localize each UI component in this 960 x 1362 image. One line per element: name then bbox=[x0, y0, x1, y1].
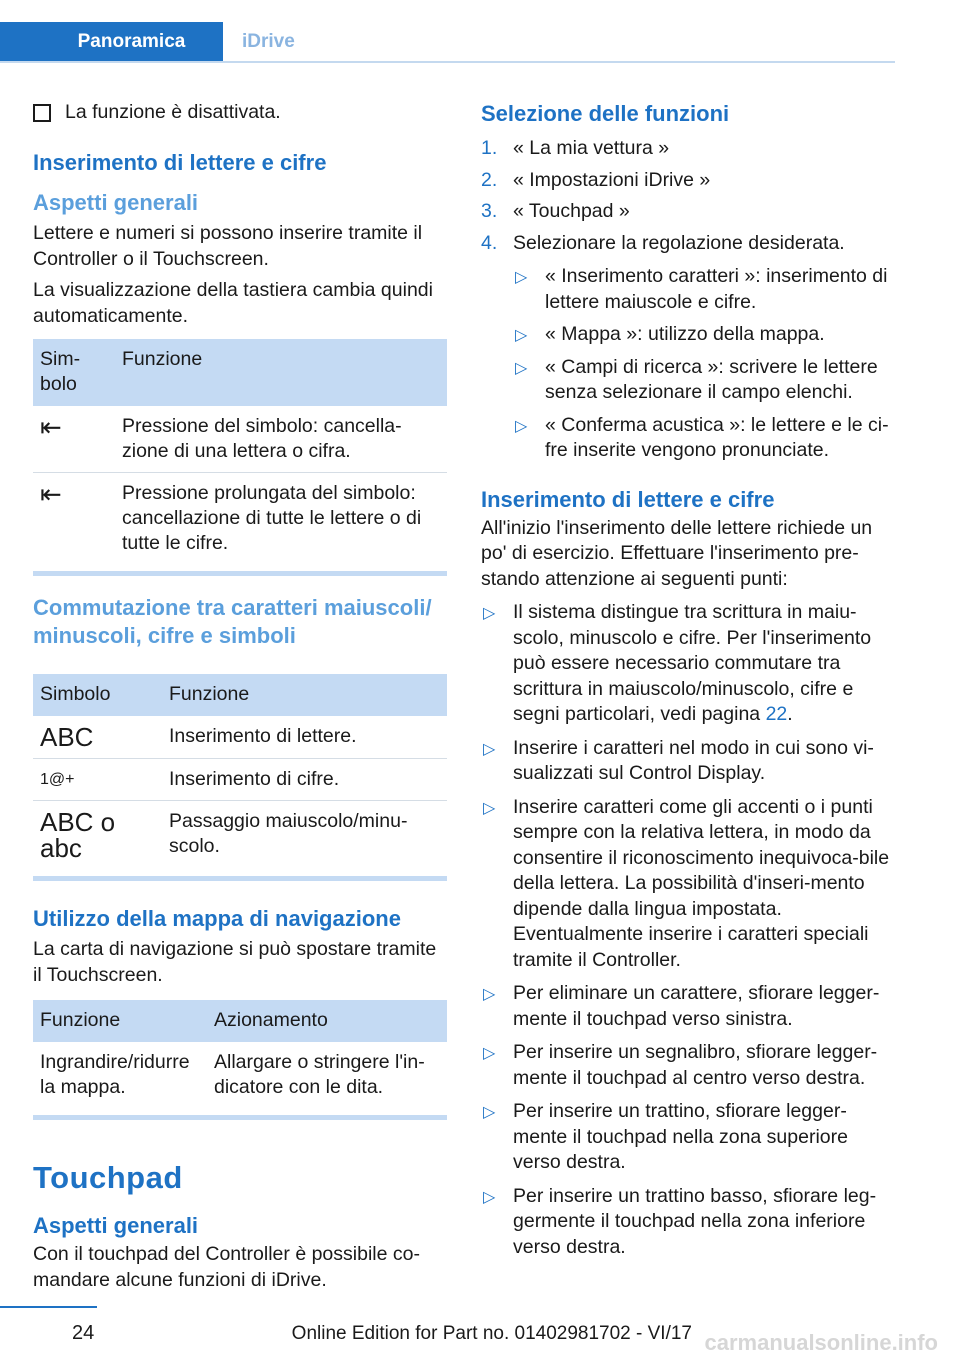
table-row bbox=[33, 759, 447, 801]
table2-header-function: Funzione bbox=[162, 674, 447, 716]
para-keyboard: La visualizzazione della tastiera cambia quindi automaticamente. bbox=[33, 279, 433, 327]
list-item: ▷ Per inserire un trattino, sfiorare legger-mente il touchpad nella zona superiore verso destra. bbox=[483, 1100, 848, 1173]
tab-panoramica[interactable]: Panoramica bbox=[0, 22, 223, 62]
triangle-bullet-icon: ▷ bbox=[483, 740, 496, 758]
list-item: 4. Selezionare la regolazione desiderata. bbox=[481, 231, 845, 254]
list-item: 1. « La mia vettura » bbox=[481, 137, 670, 159]
bullet-list bbox=[481, 600, 895, 1260]
table1-header-function: Funzione bbox=[115, 339, 447, 406]
triangle-bullet-icon: ▷ bbox=[515, 359, 528, 377]
page-number: 24 bbox=[72, 1322, 95, 1344]
table-cell: Ingrandire/ridurre la mappa. bbox=[40, 1051, 190, 1098]
triangle-bullet-icon: ▷ bbox=[483, 1104, 496, 1121]
table-end-bar bbox=[33, 1115, 447, 1120]
triangle-bullet-icon: ▷ bbox=[483, 605, 496, 622]
table-cell: Inserimento di lettere. bbox=[162, 716, 447, 759]
heading-general: Aspetti generali bbox=[33, 190, 199, 215]
table-row bbox=[33, 406, 447, 473]
list-item: 2. « Impostazioni iDrive » bbox=[481, 168, 711, 191]
triangle-bullet-icon: ▷ bbox=[483, 1045, 496, 1062]
triangle-bullet-icon: ▷ bbox=[515, 327, 528, 344]
table-row bbox=[33, 716, 447, 759]
header-tabs bbox=[0, 22, 895, 62]
table-end-bar bbox=[33, 876, 447, 881]
steps-list bbox=[481, 136, 895, 256]
list-item: ▷ Inserire i caratteri nel modo in cui sono vi-sualizzati sul Control Display. bbox=[483, 736, 874, 784]
table-cell: Pressione del simbolo: cancella-zione di una lettera o cifra. bbox=[115, 406, 447, 473]
list-item: ▷ Inserire caratteri come gli accenti o i punti sempre con la relativa lettera, in modo da consentire il riconoscimento inequivoca-bile della lettera. La possibilità d'inseri-mento dipende dalla lingua impostata. Eventualmente inserire i caratteri speciali tramite il Controller. bbox=[483, 795, 890, 971]
watermark-logo: carmanualsonline.info bbox=[704, 1330, 938, 1355]
para-touchpad: Con il touchpad del Controller è possibile co-mandare alcune funzioni di iDrive. bbox=[33, 1243, 420, 1291]
table-row bbox=[33, 801, 447, 870]
table-cell: Passaggio maiuscolo/minu-scolo. bbox=[169, 810, 408, 857]
heading-input: Inserimento di lettere e cifre bbox=[33, 150, 327, 175]
heading-input-2: Inserimento di lettere e cifre bbox=[481, 486, 775, 512]
digits-icon: 1@+ bbox=[33, 759, 162, 801]
deactivated-text: La funzione è disattivata. bbox=[65, 101, 281, 123]
list-item: ▷ Per eliminare un carattere, sfiorare legger-mente il touchpad verso sinistra. bbox=[483, 982, 880, 1030]
list-item: ▷ Per inserire un segnalibro, sfiorare legger-mente il touchpad al centro verso destra. bbox=[483, 1041, 878, 1089]
sub-bullet-list bbox=[513, 264, 895, 464]
deactivated-line bbox=[33, 100, 447, 125]
table-cell: Inserimento di cifre. bbox=[162, 759, 447, 801]
triangle-bullet-icon: ▷ bbox=[483, 799, 496, 817]
para-input-methods: Lettere e numeri si possono inserire tramite il Controller o il Touchscreen. bbox=[33, 222, 423, 270]
triangle-bullet-icon: ▷ bbox=[483, 1188, 496, 1206]
backspace-icon: ⇤ bbox=[33, 406, 115, 473]
table-end-bar bbox=[33, 571, 447, 576]
para-intro: All'inizio l'inserimento delle lettere richiede un po' di esercizio. Effettuare l'inserimento pre-stando attenzione ai seguenti punti: bbox=[481, 516, 873, 590]
table3-header-action: Azionamento bbox=[207, 1000, 447, 1042]
table-switch-symbols bbox=[33, 674, 447, 869]
heading-map: Utilizzo della mappa di navigazione bbox=[33, 906, 401, 931]
checkbox-icon bbox=[33, 104, 51, 122]
triangle-bullet-icon: ▷ bbox=[515, 269, 528, 286]
footer-line bbox=[0, 1306, 97, 1308]
tab-idrive[interactable]: iDrive bbox=[242, 31, 295, 52]
table-delete-symbols bbox=[33, 339, 447, 564]
table-cell: Allargare o stringere l'in-dicatore con le dita. bbox=[214, 1051, 425, 1098]
letters-icon: ABC bbox=[33, 716, 162, 759]
list-item: 3. « Touchpad » bbox=[481, 200, 630, 222]
case-toggle-icon: ABC o abc bbox=[40, 807, 116, 863]
right-column bbox=[481, 100, 895, 1266]
list-item: ▷ « Conferma acustica »: le lettere e le ci-fre inserite vengono pronunciate. bbox=[515, 413, 889, 461]
backspace-icon: ⇤ bbox=[40, 479, 62, 509]
page-link[interactable]: 22 bbox=[765, 703, 788, 725]
edition-text: Online Edition for Part no. 01402981702 - VI/17 bbox=[291, 1323, 692, 1344]
list-item: ▷ « Mappa »: utilizzo della mappa. bbox=[513, 322, 895, 348]
left-column bbox=[33, 100, 447, 1299]
tab-underline bbox=[0, 61, 895, 63]
table1-header-symbol: Sim-bolo bbox=[33, 339, 115, 406]
table-cell: Pressione prolungata del simbolo: cancellazione di tutte le lettere o di tutte le cifre. bbox=[122, 482, 422, 554]
list-item: ▷ « Campi di ricerca »: scrivere le lettere senza selezionare il campo elenchi. bbox=[515, 355, 878, 403]
heading-switch-case: Commutazione tra caratteri maiuscoli/ minuscoli, cifre e simboli bbox=[33, 595, 432, 648]
triangle-bullet-icon: ▷ bbox=[483, 986, 496, 1003]
triangle-bullet-icon: ▷ bbox=[515, 417, 528, 435]
para-map: La carta di navigazione si può spostare tramite il Touchscreen. bbox=[33, 938, 437, 986]
table-map bbox=[33, 1000, 447, 1108]
list-item: ▷ « Inserimento caratteri »: inserimento di lettere maiuscole e cifre. bbox=[515, 265, 888, 313]
table3-header-function: Funzione bbox=[33, 1000, 207, 1042]
heading-select-functions: Selezione delle funzioni bbox=[481, 101, 730, 126]
list-item: ▷ Per inserire un trattino basso, sfiorare leg-germente il touchpad nella zona inferiore verso destra. bbox=[483, 1184, 877, 1258]
list-item: ▷ Il sistema distingue tra scrittura in maiu-scolo, minuscolo e cifre. Per l'inserimento può essere necessario commutare tra scrittura in maiuscolo/minuscolo, cifre e segni particolari, vedi pagina 22. bbox=[483, 601, 872, 725]
table-row bbox=[33, 1042, 447, 1108]
table2-header-symbol: Simbolo bbox=[33, 674, 162, 716]
heading-general-2: Aspetti generali bbox=[33, 1213, 199, 1238]
table-row bbox=[33, 473, 447, 565]
heading-touchpad: Touchpad bbox=[33, 1160, 183, 1195]
